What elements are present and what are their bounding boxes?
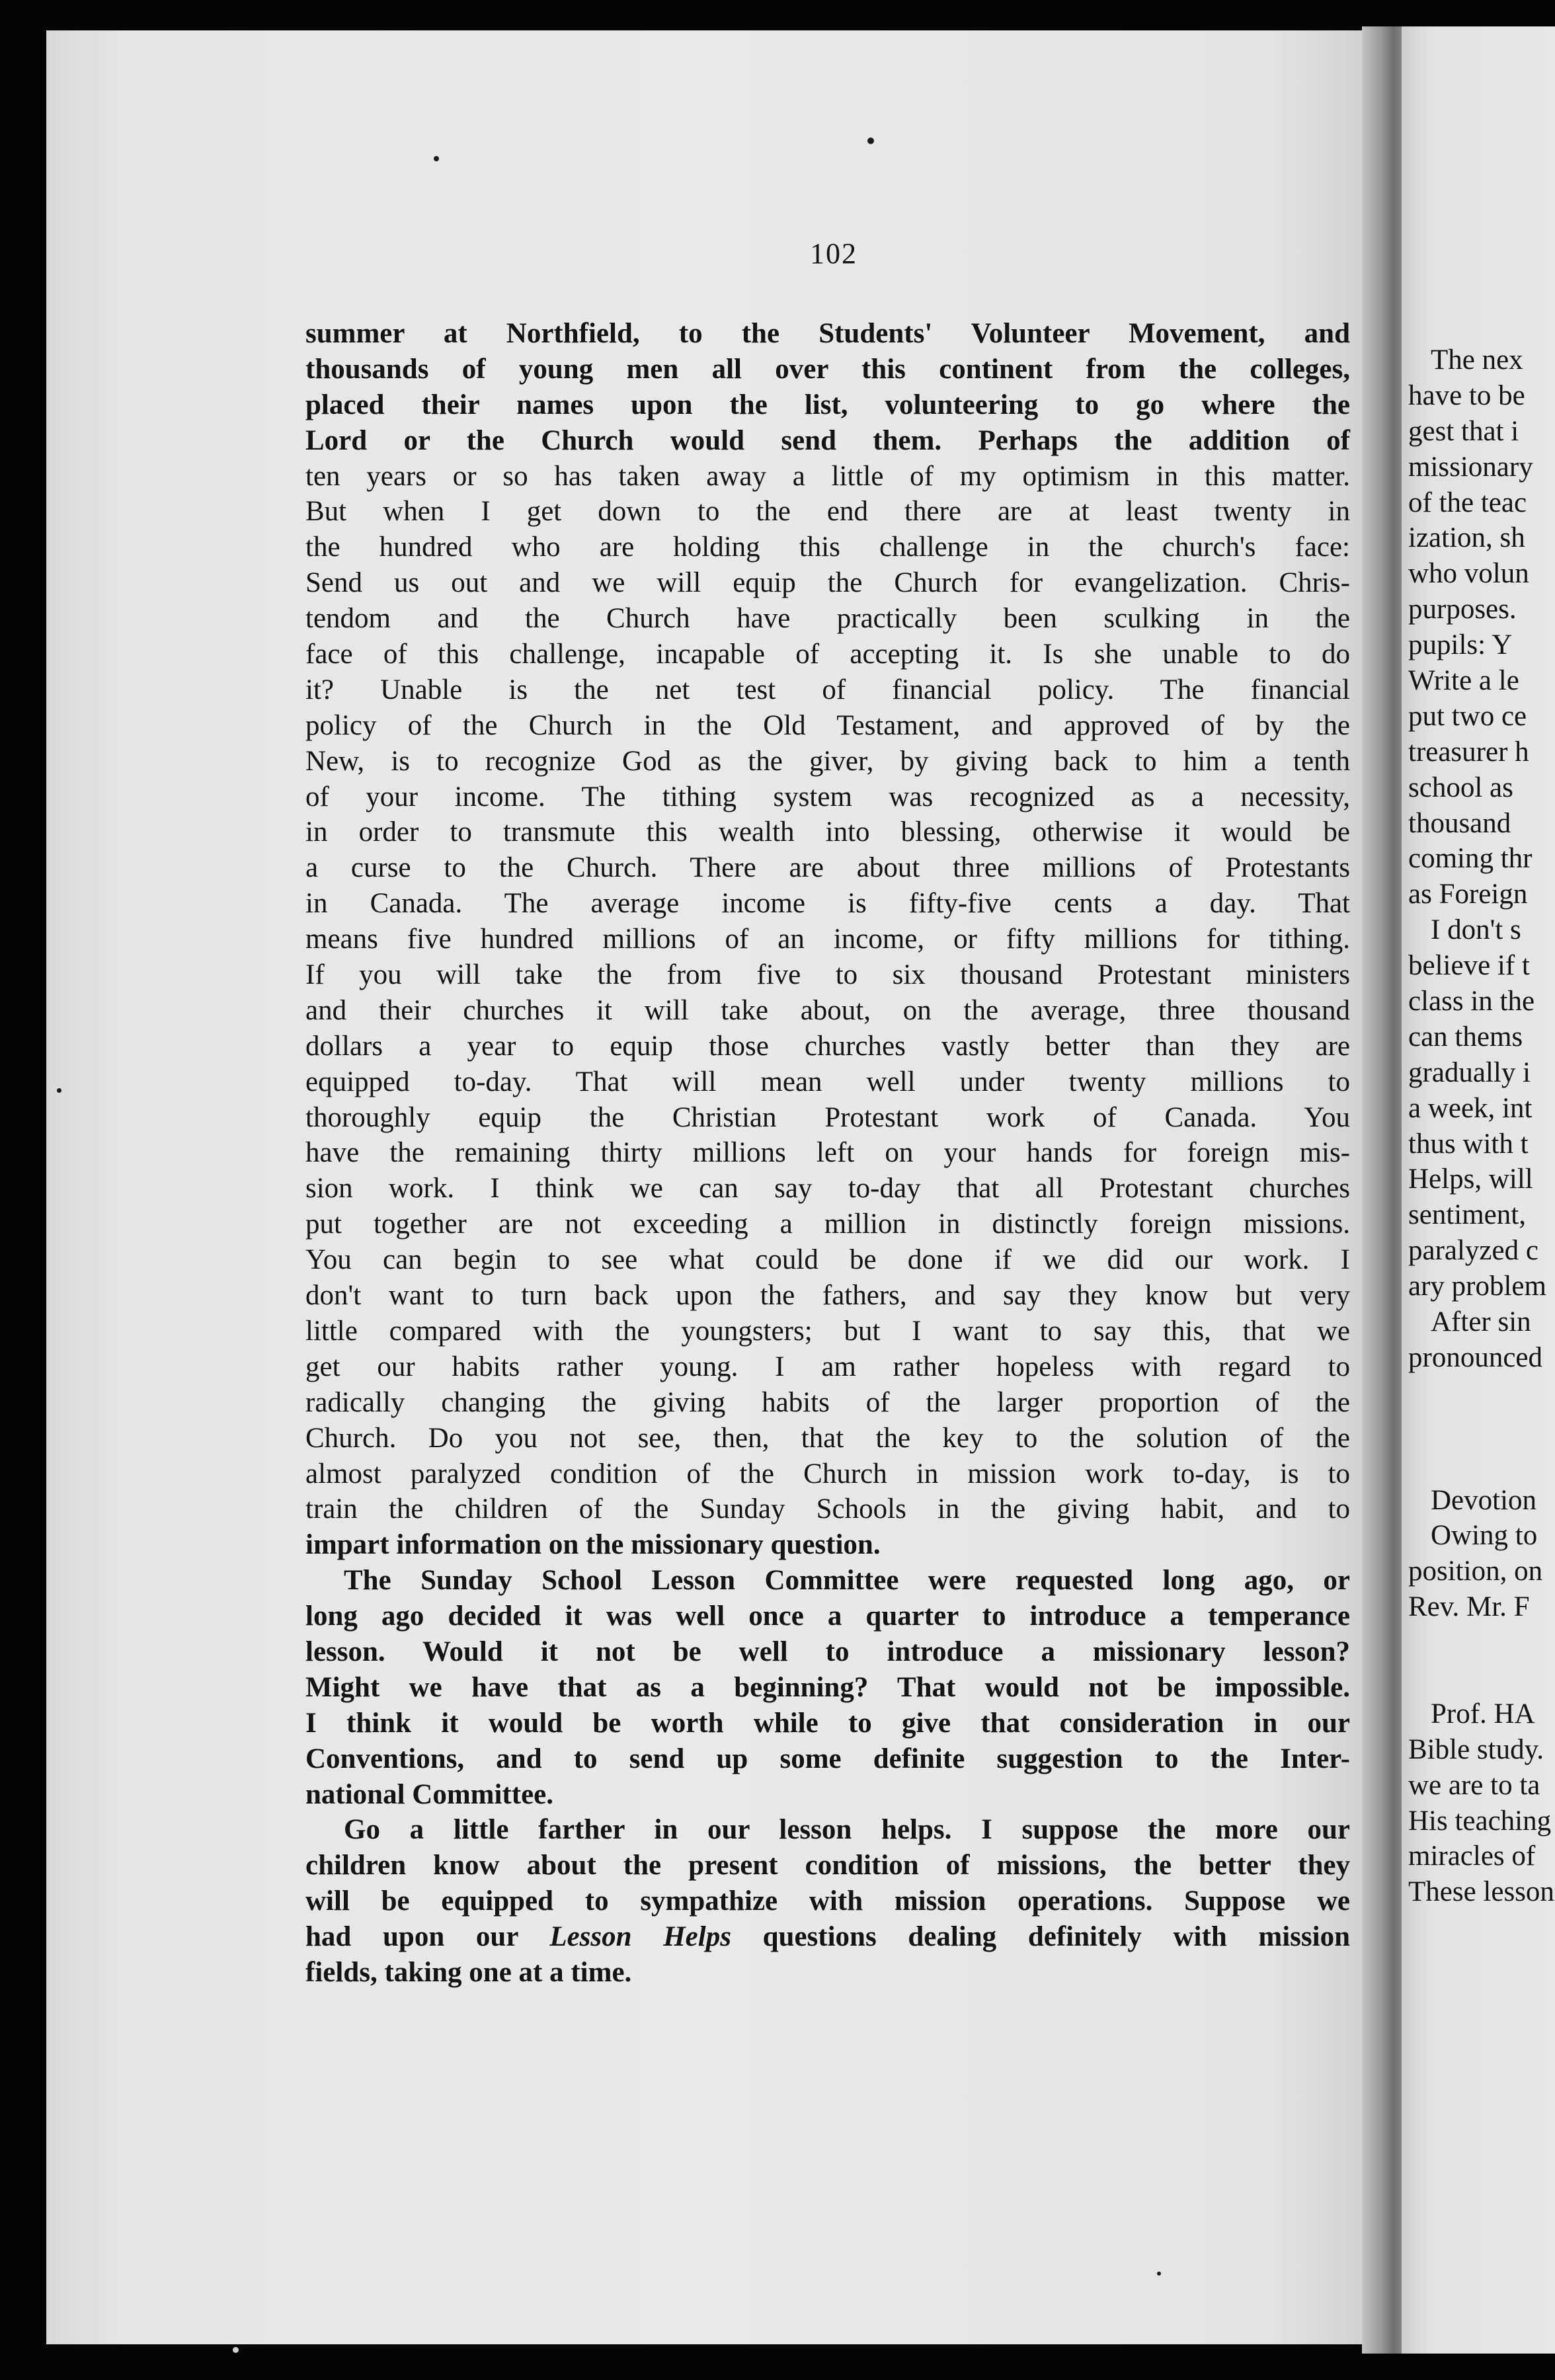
text-line: a curse to the Church. There are about three millions of Protestants — [305, 852, 1350, 884]
right-page-line: Helps, will — [1408, 1164, 1533, 1195]
text-line: train the children of the Sunday Schools in the giving habit, and to — [305, 1493, 1350, 1525]
text-line: policy of the Church in the Old Testament, and approved of by the — [305, 709, 1350, 741]
text-line: almost paralyzed condition of the Church in mission work to-day, is to — [305, 1458, 1350, 1489]
right-page-line: Bible study. — [1408, 1733, 1544, 1765]
text-line: thousands of young men all over this continent from the colleges, — [305, 353, 1350, 385]
right-page-line: have to be — [1408, 379, 1525, 411]
text-line: will be equipped to sympathize with mission operations. Suppose we — [305, 1885, 1350, 1917]
right-page-text — [1408, 342, 1555, 1910]
text-line: I think it would be worth while to give that consideration in our — [305, 1707, 1350, 1739]
text-line: it? Unable is the net test of financial policy. The financial — [305, 674, 1350, 705]
right-page-line: paralyzed c — [1408, 1235, 1538, 1267]
text-line: impart information on the missionary question. — [305, 1529, 881, 1561]
right-page-line: gradually i — [1408, 1056, 1531, 1088]
right-page-line: a week, int — [1408, 1092, 1533, 1124]
text-line: summer at Northfield, to the Students' Volunteer Movement, and — [305, 318, 1350, 349]
text-line: face of this challenge, incapable of accepting it. Is she unable to do — [305, 639, 1350, 670]
right-page-line: Write a le — [1408, 665, 1519, 697]
right-page-line: missionary — [1408, 451, 1533, 483]
right-page-line: purposes. — [1408, 594, 1517, 625]
ink-speck — [434, 156, 439, 161]
right-page-line: can thems — [1408, 1021, 1523, 1052]
right-page-line: treasurer h — [1408, 736, 1529, 768]
right-page-line: we are to ta — [1408, 1769, 1540, 1801]
text-line: New, is to recognize God as the giver, by giving back to him a tenth — [305, 745, 1350, 777]
page-number: 102 — [810, 237, 857, 270]
text-line: tendom and the Church have practically been sculking in the — [305, 603, 1350, 635]
text-line: Might we have that as a beginning? That would not be impossible. — [305, 1671, 1350, 1703]
text-line: thoroughly equip the Christian Protestant work of Canada. You — [305, 1101, 1350, 1133]
right-page-line: I don't s — [1431, 914, 1521, 946]
right-page-line: ization, sh — [1408, 522, 1525, 554]
right-page-line: sentiment, — [1408, 1199, 1526, 1231]
text-line: sion work. I think we can say to-day that all Protestant churches — [305, 1173, 1350, 1205]
right-page-line: After sin — [1431, 1306, 1531, 1338]
ink-speck — [57, 1088, 61, 1093]
text-line: get our habits rather young. I am rather hopeless with regard to — [305, 1351, 1350, 1382]
ink-speck — [867, 138, 874, 144]
text-line: Conventions, and to send up some definite suggestion to the Inter- — [305, 1743, 1350, 1774]
right-page-line: His teaching — [1408, 1805, 1552, 1837]
text-line: fields, taking one at a time. — [305, 1956, 632, 1988]
text-line: But when I get down to the end there are at least twenty in — [305, 496, 1350, 528]
right-page-line: Owing to — [1431, 1520, 1538, 1552]
right-page-line: believe if t — [1408, 950, 1530, 982]
text-line: Send us out and we will equip the Church for evangelization. Chris- — [305, 567, 1350, 599]
text-line: put together are not exceeding a million in distinctly foreign missions. — [305, 1209, 1350, 1240]
text-line: Go a little farther in our lesson helps. I suppose the more our — [344, 1814, 1350, 1846]
text-line: children know about the present condition of missions, the better they — [305, 1850, 1350, 1882]
text-line: If you will take the from five to six thousand Protestant ministers — [305, 959, 1350, 991]
right-page-line: position, on — [1408, 1556, 1543, 1587]
text-line: lesson. Would it not be well to introduce a missionary lesson? — [305, 1636, 1350, 1667]
right-page-line — [1408, 1625, 1555, 1661]
right-page-line: put two ce — [1408, 700, 1527, 732]
text-line: radically changing the giving habits of the larger proportion of the — [305, 1386, 1350, 1418]
body-text — [305, 316, 1350, 1991]
right-page-line: Rev. Mr. F — [1408, 1591, 1530, 1623]
text-line: little compared with the youngsters; but I want to say this, that we — [305, 1315, 1350, 1347]
right-page-line: thousand — [1408, 807, 1511, 839]
right-page-line: gest that i — [1408, 415, 1519, 447]
right-page-line — [1408, 1376, 1555, 1411]
text-line: placed their names upon the list, volunteering to go where the — [305, 389, 1350, 420]
right-page-line: pronounced — [1408, 1341, 1542, 1373]
right-page-line — [1408, 1447, 1555, 1483]
text-line: of your income. The tithing system was recognized as a necessity, — [305, 781, 1350, 813]
right-page-line: These lesson — [1408, 1876, 1554, 1908]
text-line: equipped to-day. That will mean well under twenty millions to — [305, 1066, 1350, 1097]
text-line: national Committee. — [305, 1778, 553, 1810]
right-page-line — [1408, 1661, 1555, 1696]
ink-speck — [233, 2347, 239, 2353]
text-line: Lord or the Church would send them. Perhaps the addition of — [305, 424, 1350, 456]
text-line: don't want to turn back upon the fathers, and say they know but very — [305, 1280, 1350, 1312]
right-page — [1402, 26, 1555, 2354]
text-line: ten years or so has taken away a little of my optimism in this matter. — [305, 460, 1350, 492]
text-line: in Canada. The average income is fifty-five cents a day. That — [305, 888, 1350, 920]
right-page-line: miracles of — [1408, 1841, 1536, 1872]
text-line: dollars a year to equip those churches vastly better than they are — [305, 1030, 1350, 1062]
right-page-line: as Foreign — [1408, 879, 1528, 910]
text-line: You can begin to see what could be done if we did our work. I — [305, 1244, 1350, 1276]
right-page-line: school as — [1408, 772, 1513, 803]
right-page-line: Devotion — [1431, 1484, 1537, 1516]
text-line: means five hundred millions of an income, or fifty millions for tithing. — [305, 924, 1350, 955]
text-line: and their churches it will take about, on the average, three thousand — [305, 994, 1350, 1026]
text-line: in order to transmute this wealth into blessing, otherwise it would be — [305, 816, 1350, 848]
text-line: had upon our Lesson Helps questions dealing definitely with mission — [305, 1921, 1351, 1953]
right-page-line: who volun — [1408, 558, 1529, 590]
text-line: The Sunday School Lesson Committee were requested long ago, or — [344, 1565, 1350, 1597]
right-page-line: of the teac — [1408, 487, 1527, 518]
ink-speck — [1157, 2272, 1161, 2276]
text-line: have the remaining thirty millions left on your hands for foreign mis- — [305, 1137, 1350, 1169]
text-line: long ago decided it was well once a quarter to introduce a temperance — [305, 1601, 1350, 1632]
right-page-line: Prof. HA — [1431, 1698, 1535, 1729]
right-page-line: coming thr — [1408, 843, 1533, 875]
right-page-line: ary problem — [1408, 1271, 1546, 1302]
right-page-line: class in the — [1408, 986, 1535, 1017]
right-page-line: thus with t — [1408, 1128, 1529, 1160]
right-page-line: pupils: Y — [1408, 629, 1513, 661]
right-page-line — [1408, 1411, 1555, 1447]
text-line: the hundred who are holding this challenge in the church's face: — [305, 532, 1350, 563]
right-page-line: The nex — [1431, 344, 1523, 376]
text-line: Church. Do you not see, then, that the key to the solution of the — [305, 1422, 1350, 1454]
